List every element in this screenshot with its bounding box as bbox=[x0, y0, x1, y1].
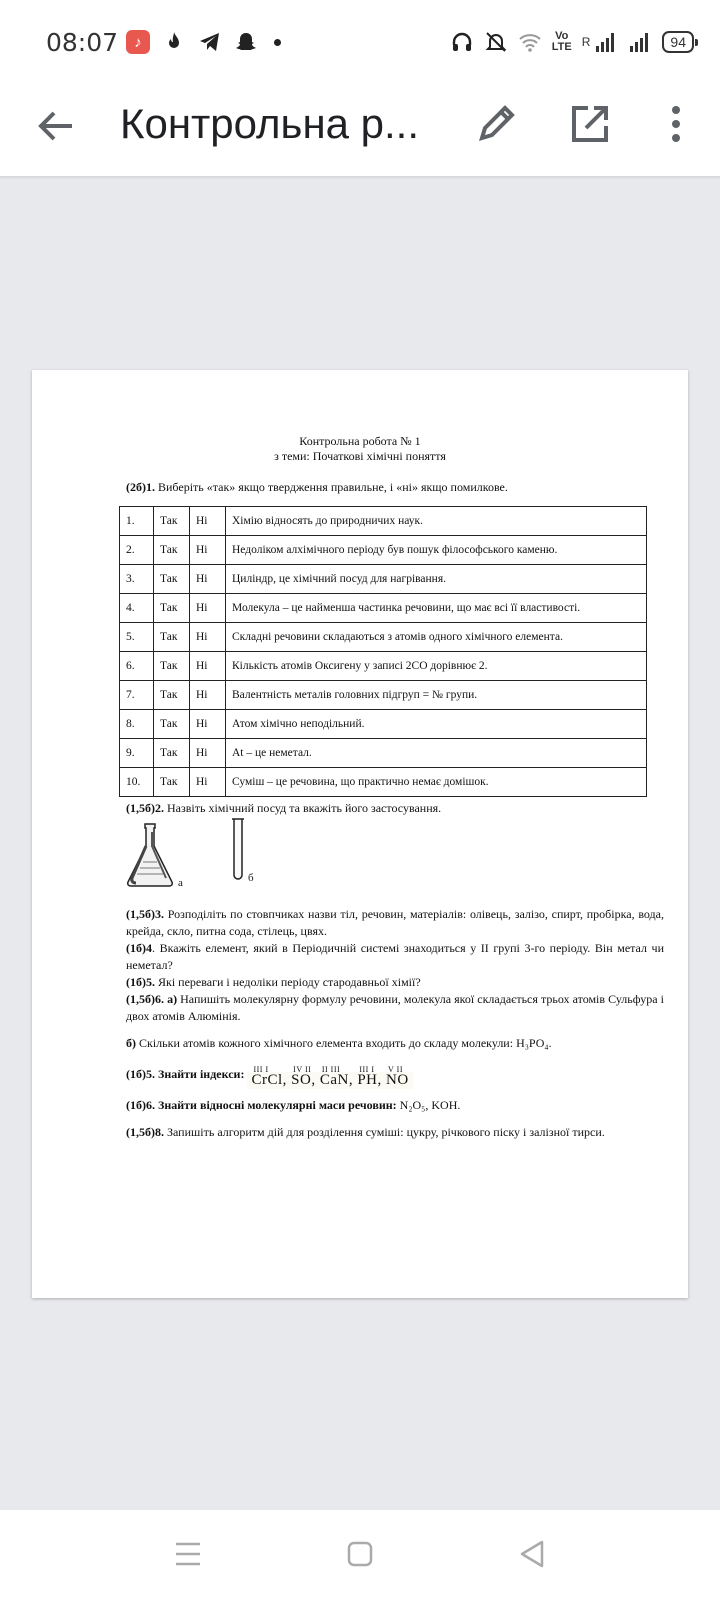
statement-text: Недоліком алхімічного періоду був пошук філософського каменю. bbox=[226, 536, 647, 565]
formula-item bbox=[251, 1065, 287, 1089]
statement-text: Циліндр, це хімічний посуд для нагрівання. bbox=[226, 565, 647, 594]
task-5: (1б)5. Які переваги і недоліки періоду стародавньої хімії? bbox=[126, 975, 421, 989]
task-2: (1,5б)2. Назвіть хімічний посуд та вкажіть його застосування. bbox=[126, 801, 442, 815]
status-time: 08:07 bbox=[46, 28, 119, 57]
option-yes: Так bbox=[154, 507, 190, 536]
signal-icon-2 bbox=[628, 30, 652, 54]
option-no: Ні bbox=[190, 768, 226, 797]
table-row bbox=[120, 739, 647, 768]
table-row bbox=[120, 652, 647, 681]
statement-text: At – це неметал. bbox=[226, 739, 647, 768]
statement-text: Хімію відносять до природничих наук. bbox=[226, 507, 647, 536]
label-b: б bbox=[248, 872, 254, 884]
table-row bbox=[120, 565, 647, 594]
table-row bbox=[120, 681, 647, 710]
task-3: (1,5б)3. Розподіліть по стовпчиках назви тіл, речовин, матеріалів: олівець, залізо, спирт, пробірка, вода, крейда, скло, питна сода, стілець, цвях. bbox=[126, 907, 664, 938]
app-bar-shadow bbox=[0, 176, 720, 180]
statement-text: Атом хімічно неподільний. bbox=[226, 710, 647, 739]
table-row bbox=[120, 536, 647, 565]
task-4: (1б)4. Вкажіть елемент, який в Періодичній системі знаходиться у ІІ групі 3-го періоду. Він метал чи неметал? bbox=[126, 941, 664, 972]
task-6b: б) Скільки атомів кожного хімічного елемента входить до складу молекули: Н₃РО₄. bbox=[126, 1036, 552, 1050]
formula-text: CaN, bbox=[319, 1072, 354, 1088]
statement-text: Молекула – це найменша частинка речовини, що має всі її властивості. bbox=[226, 594, 647, 623]
music-app-icon: ♪ bbox=[126, 30, 150, 54]
battery-indicator: 94 bbox=[662, 31, 694, 53]
heading-line-1: Контрольна робота № 1 bbox=[299, 434, 421, 448]
row-number: 6. bbox=[120, 652, 154, 681]
telegram-icon bbox=[198, 30, 222, 54]
statement-text: Складні речовини складаються з атомів одного хімічного елемента. bbox=[226, 623, 647, 652]
recent-apps-icon[interactable] bbox=[166, 1532, 210, 1576]
row-number: 8. bbox=[120, 710, 154, 739]
statement-text: Кількість атомів Оксигену у записі 2СО дорівнює 2. bbox=[226, 652, 647, 681]
valence-mark: V II bbox=[388, 1065, 403, 1074]
row-number: 10. bbox=[120, 768, 154, 797]
flame-icon bbox=[162, 30, 186, 54]
pencil-icon[interactable] bbox=[472, 100, 520, 148]
wifi-icon bbox=[518, 30, 542, 54]
option-yes: Так bbox=[154, 623, 190, 652]
row-number: 1. bbox=[120, 507, 154, 536]
task-6a: (1,5б)6. а) Напишіть молекулярну формулу речовини, молекула якої складається трьох атомів Сульфура і двох атомів Алюмінія. bbox=[126, 992, 664, 1023]
valence-mark: III I bbox=[253, 1065, 269, 1074]
option-yes: Так bbox=[154, 565, 190, 594]
valence-mark: III I bbox=[359, 1065, 375, 1074]
more-vertical-icon[interactable] bbox=[652, 100, 700, 148]
row-number: 7. bbox=[120, 681, 154, 710]
option-no: Ні bbox=[190, 536, 226, 565]
roaming-label: R bbox=[581, 35, 591, 49]
row-number: 2. bbox=[120, 536, 154, 565]
option-yes: Так bbox=[154, 652, 190, 681]
task-indices: (1б)5. Знайти індекси: III I CrCl, IV II SO, II III CaN, III I PH, V II NO bbox=[126, 1066, 664, 1083]
statement-text: Валентність металів головних підгруп = № групи. bbox=[226, 681, 647, 710]
heading-line-2: з теми: Початкові хімічні поняття bbox=[274, 449, 446, 463]
row-number: 3. bbox=[120, 565, 154, 594]
formula-text: SO, bbox=[291, 1072, 316, 1088]
label-a: а bbox=[178, 877, 183, 889]
headphones-icon bbox=[450, 30, 474, 54]
formula-text: CrCl, bbox=[251, 1072, 287, 1088]
row-number: 9. bbox=[120, 739, 154, 768]
erlenmeyer-flask-image bbox=[126, 822, 174, 888]
formula-item bbox=[357, 1065, 382, 1089]
option-no: Ні bbox=[190, 652, 226, 681]
row-number: 5. bbox=[120, 623, 154, 652]
option-yes: Так bbox=[154, 739, 190, 768]
task-list bbox=[126, 906, 664, 1141]
option-yes: Так bbox=[154, 536, 190, 565]
table-row bbox=[120, 710, 647, 739]
table-row bbox=[120, 594, 647, 623]
option-no: Ні bbox=[190, 681, 226, 710]
row-number: 4. bbox=[120, 594, 154, 623]
table-row bbox=[120, 623, 647, 652]
formula-item bbox=[291, 1065, 316, 1089]
option-no: Ні bbox=[190, 623, 226, 652]
navigation-bar bbox=[0, 1510, 720, 1600]
task-molar-mass: (1б)6. Знайти відносні молекулярні маси речовин: N₂O₅, KOH. bbox=[126, 1098, 461, 1112]
formula-item bbox=[319, 1065, 354, 1089]
true-false-table bbox=[119, 506, 647, 797]
volte-indicator: Vo LTE bbox=[551, 30, 572, 53]
option-no: Ні bbox=[190, 594, 226, 623]
test-tube-image bbox=[230, 818, 246, 884]
option-no: Ні bbox=[190, 565, 226, 594]
statement-text: Суміш – це речовина, що практично немає домішок. bbox=[226, 768, 647, 797]
task-8: (1,5б)8. Запишіть алгоритм дій для розділення суміші: цукру, річкового піску і залізної тирси. bbox=[126, 1125, 605, 1139]
document-page[interactable] bbox=[32, 370, 688, 1298]
valence-mark: II III bbox=[321, 1065, 341, 1074]
bell-muted-icon bbox=[484, 30, 508, 54]
valence-mark: IV II bbox=[293, 1065, 312, 1074]
app-bar bbox=[0, 86, 720, 176]
table-row bbox=[120, 507, 647, 536]
formula-text: NO bbox=[386, 1072, 409, 1088]
arrow-left-icon[interactable] bbox=[32, 102, 80, 150]
home-icon[interactable] bbox=[338, 1532, 382, 1576]
document-heading bbox=[32, 434, 688, 464]
option-no: Ні bbox=[190, 507, 226, 536]
task-1: (2б)1. Виберіть «так» якщо твердження правильне, і «ні» якщо помилкове. bbox=[126, 480, 508, 494]
back-triangle-icon[interactable] bbox=[510, 1532, 554, 1576]
option-no: Ні bbox=[190, 710, 226, 739]
open-external-icon[interactable] bbox=[566, 100, 614, 148]
option-yes: Так bbox=[154, 681, 190, 710]
system-icons bbox=[450, 30, 694, 54]
document-title: Контрольна р... bbox=[120, 100, 420, 147]
formula-item bbox=[386, 1065, 409, 1089]
snapchat-icon bbox=[234, 30, 258, 54]
option-yes: Так bbox=[154, 594, 190, 623]
table-row bbox=[120, 768, 647, 797]
more-notifications-dot bbox=[274, 39, 281, 46]
option-yes: Так bbox=[154, 710, 190, 739]
formula-text: PH, bbox=[357, 1072, 382, 1088]
status-bar bbox=[0, 0, 720, 86]
option-no: Ні bbox=[190, 739, 226, 768]
option-yes: Так bbox=[154, 768, 190, 797]
notification-icons bbox=[126, 30, 281, 54]
signal-icon-1 bbox=[594, 30, 618, 54]
